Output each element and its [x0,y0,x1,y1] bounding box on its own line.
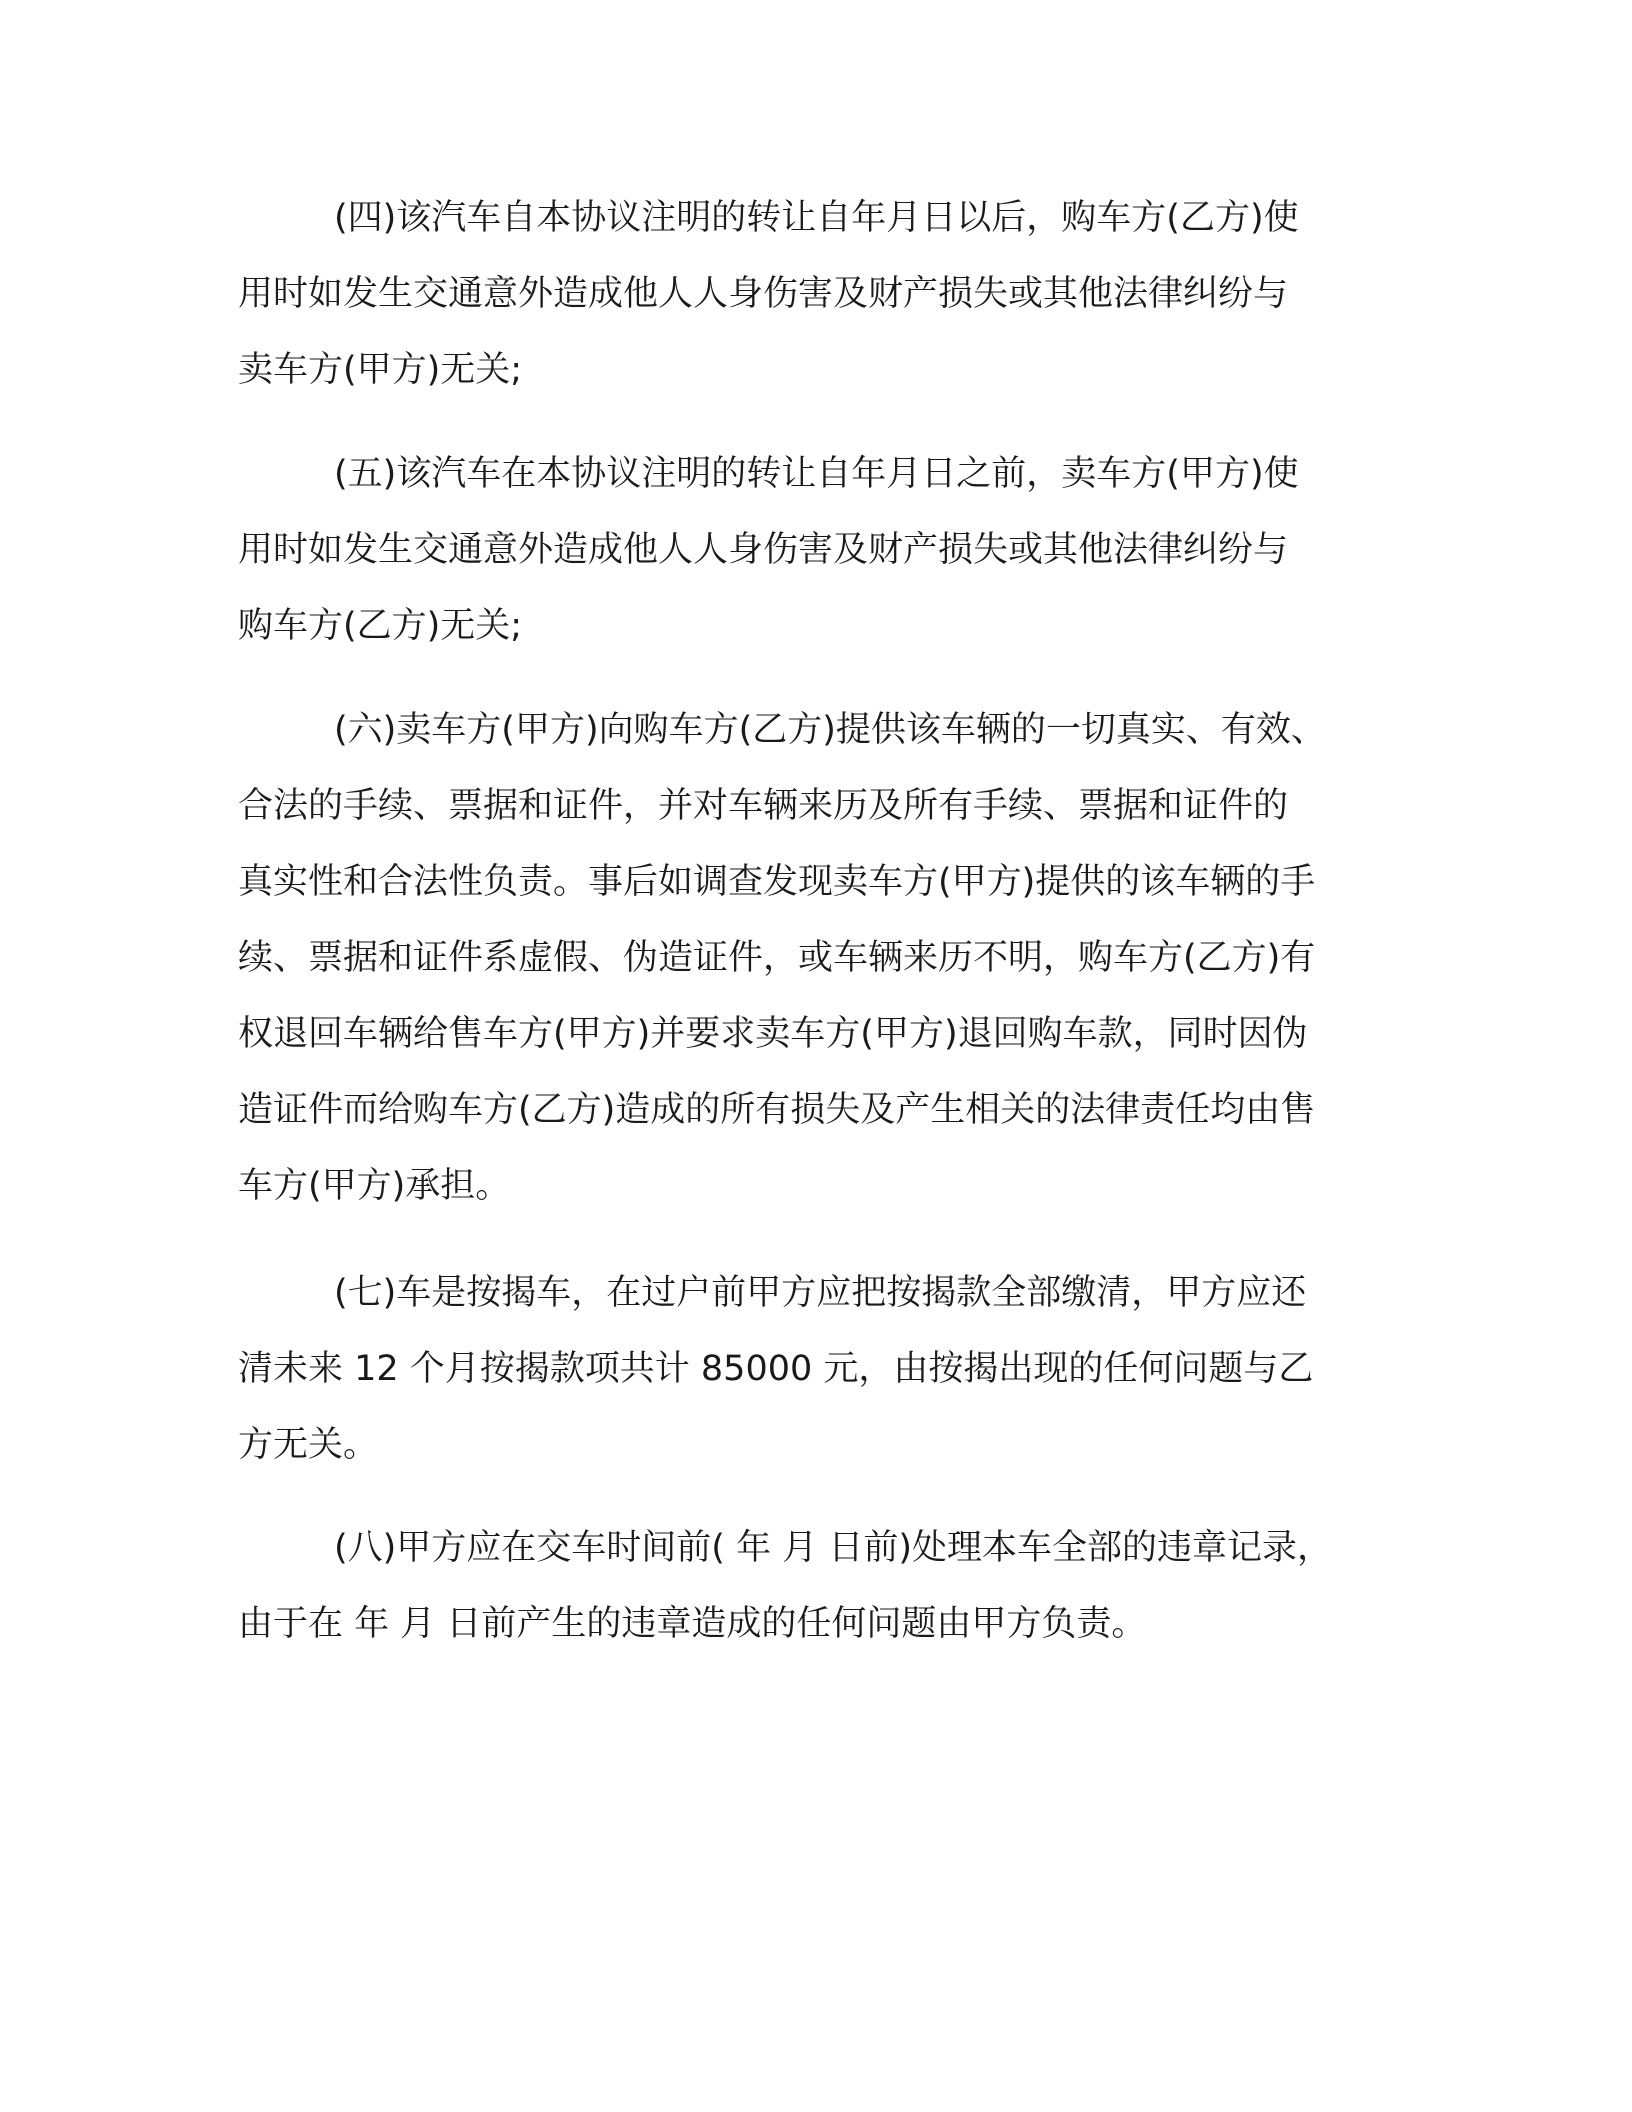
clause-line: 续、票据和证件系虚假、伪造证件，或车辆来历不明，购车方(乙方)有 [238,938,1316,978]
clause-line: 购车方(乙方)无关; [238,606,523,646]
clause-line: (五)该汽车在本协议注明的转让自年月日之前，卖车方(甲方)使 [334,454,1299,494]
clause-8 [238,1510,1398,1662]
clause-line: 权退回车辆给售车方(甲方)并要求卖车方(甲方)退回购车款，同时因伪 [238,1014,1308,1054]
clause-line: 用时如发生交通意外造成他人人身伤害及财产损失或其他法律纠纷与 [238,274,1289,314]
clause-line: 造证件而给购车方(乙方)造成的所有损失及产生相关的法律责任均由售 [238,1090,1316,1130]
clause-line: 合法的手续、票据和证件，并对车辆来历及所有手续、票据和证件的 [238,786,1289,826]
clause-line: 用时如发生交通意外造成他人人身伤害及财产损失或其他法律纠纷与 [238,530,1289,570]
clause-line: (八)甲方应在交车时间前( 年 月 日前)处理本车全部的违章记录， [334,1528,1332,1568]
clause-7 [238,1255,1398,1483]
clause-line: 方无关。 [238,1425,379,1465]
clause-line: 车方(甲方)承担。 [238,1166,511,1206]
clause-line: 清未来 12 个月按揭款项共计 85000 元，由按揭出现的任何问题与乙 [238,1349,1314,1389]
clause-line: (四)该汽车自本协议注明的转让自年月日以后，购车方(乙方)使 [334,198,1299,238]
clause-line: (六)卖车方(甲方)向购车方(乙方)提供该车辆的一切真实、有效、 [334,710,1326,750]
clause-line: 卖车方(甲方)无关; [238,350,523,390]
clause-5 [238,436,1398,664]
clause-4 [238,180,1398,408]
clause-line: 由于在 年 月 日前产生的违章造成的任何问题由甲方负责。 [238,1604,1147,1644]
clause-6 [238,692,1398,1224]
clause-line: 真实性和合法性负责。事后如调查发现卖车方(甲方)提供的该车辆的手 [238,862,1316,902]
clause-line: (七)车是按揭车，在过户前甲方应把按揭款全部缴清，甲方应还 [334,1273,1307,1313]
